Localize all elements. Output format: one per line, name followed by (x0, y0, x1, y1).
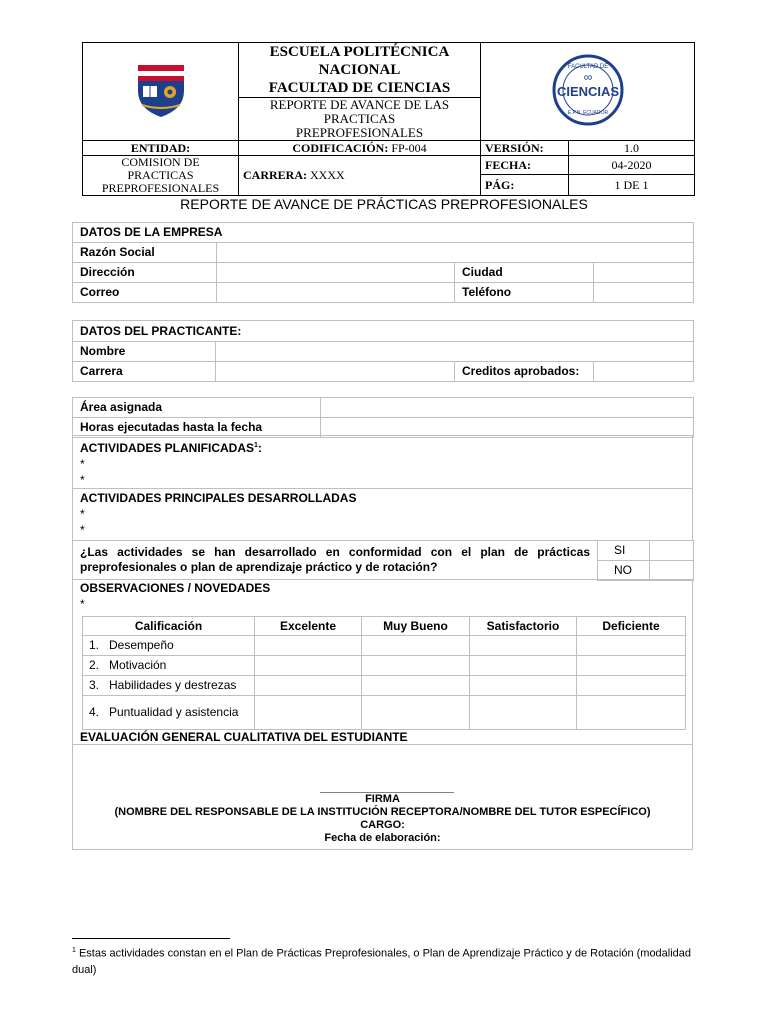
rating-cell[interactable] (577, 656, 686, 676)
signature-firma: FIRMA (365, 793, 400, 805)
rating-cell[interactable] (255, 676, 362, 696)
institution-name: ESCUELA POLITÉCNICA NACIONAL (269, 44, 450, 78)
version-value: 1.0 (569, 141, 695, 156)
report-title-cell (239, 98, 481, 141)
date-label: FECHA: (481, 156, 569, 175)
ciencias-logo-top-text: FACULTAD DE (567, 64, 608, 70)
report-title-line2: PREPROFESIONALES (295, 125, 424, 140)
general-evaluation-field[interactable] (80, 748, 685, 788)
footnote-ref: 1 (254, 442, 258, 449)
epn-logo-cell (83, 43, 239, 141)
page-value: 1 DE 1 (569, 175, 695, 196)
bullet-star: * (80, 523, 85, 537)
table-row (83, 696, 686, 730)
row-label: Desempeño (109, 638, 174, 652)
career-cell (239, 156, 481, 196)
row-number: 2. (89, 658, 100, 672)
no-label: NO (598, 561, 650, 581)
signature-responsable: (NOMBRE DEL RESPONSABLE DE LA INSTITUCIÓN RECEPTORA/NOMBRE DEL TUTOR ESPECÍFICO) (114, 806, 651, 818)
planned-activities-colon: : (257, 441, 262, 455)
main-activities-title: ACTIVIDADES PRINCIPALES DESARROLLADAS (80, 491, 357, 505)
yes-no-table (597, 540, 694, 581)
rating-cell[interactable] (470, 696, 577, 730)
page-label: PÁG: (481, 175, 569, 196)
entity-value-line2: PRACTICAS (127, 168, 194, 182)
report-title-line1: REPORTE DE AVANCE DE LAS PRACTICAS (269, 97, 450, 126)
signature-fecha: Fecha de elaboración: (324, 832, 441, 844)
signature-cargo: CARGO: (360, 819, 405, 831)
eval-header-excelente: Excelente (255, 617, 362, 636)
row-label: Habilidades y destrezas (109, 678, 237, 692)
row-number: 4. (89, 705, 100, 719)
eval-header-deficiente: Deficiente (577, 617, 686, 636)
company-table (72, 222, 694, 303)
entity-value (83, 156, 239, 196)
epn-shield-logo (134, 61, 188, 119)
telefono-field[interactable] (594, 283, 694, 303)
razon-social-label: Razón Social (73, 243, 217, 263)
area-label: Área asignada (73, 398, 321, 418)
version-label: VERSIÓN: (481, 141, 569, 156)
nombre-label: Nombre (73, 342, 216, 362)
intern-table (72, 320, 694, 382)
entity-value-line1: COMISION DE (121, 155, 200, 169)
telefono-label: Teléfono (455, 283, 594, 303)
evaluation-table (82, 616, 686, 730)
intern-section-title: DATOS DEL PRACTICANTE: (73, 321, 694, 342)
faculty-name: FACULTAD DE CIENCIAS (268, 80, 451, 96)
table-row (83, 676, 686, 696)
creditos-field[interactable] (594, 362, 694, 382)
planned-activities-box[interactable] (72, 435, 693, 489)
direccion-label: Dirección (73, 263, 217, 283)
footnote-mark: 1 (72, 947, 76, 954)
planned-activities-title (80, 438, 685, 456)
razon-social-field[interactable] (217, 243, 694, 263)
conformity-question: ¿Las actividades se han desarrollado en conformidad con el plan de prácticas preprofesionales o plan de aprendizaje práctico y de rotación? (72, 540, 598, 580)
bullet-star: * (80, 457, 85, 471)
correo-label: Correo (73, 283, 217, 303)
rating-cell[interactable] (362, 636, 470, 656)
ciudad-label: Ciudad (455, 263, 594, 283)
table-row (83, 656, 686, 676)
rating-cell[interactable] (577, 696, 686, 730)
rating-cell[interactable] (255, 696, 362, 730)
rating-cell[interactable] (577, 676, 686, 696)
infinity-icon: ∞ (583, 70, 592, 84)
table-row (83, 636, 686, 656)
divider (72, 744, 693, 745)
row-number: 1. (89, 638, 100, 652)
nombre-field[interactable] (216, 342, 694, 362)
career-label: CARRERA: (243, 168, 307, 182)
footnote-separator (72, 938, 230, 939)
page-title: REPORTE DE AVANCE DE PRÁCTICAS PREPROFESIONALES (180, 196, 588, 212)
rating-cell[interactable] (255, 636, 362, 656)
footnote (72, 943, 702, 978)
no-checkbox[interactable] (650, 561, 694, 581)
si-checkbox[interactable] (650, 541, 694, 561)
rating-cell[interactable] (362, 656, 470, 676)
row-number: 3. (89, 678, 100, 692)
career-value: XXXX (310, 168, 345, 182)
correo-field[interactable] (217, 283, 455, 303)
rating-cell[interactable] (470, 656, 577, 676)
planned-activities-label: ACTIVIDADES PLANIFICADAS (80, 441, 255, 455)
date-value: 04-2020 (569, 156, 695, 175)
carrera-label: Carrera (73, 362, 216, 382)
horas-label: Horas ejecutadas hasta la fecha (73, 418, 321, 438)
eval-header-calificacion: Calificación (83, 617, 255, 636)
bullet-star: * (80, 597, 85, 611)
general-evaluation-title: EVALUACIÓN GENERAL CUALITATIVA DEL ESTUDIANTE (80, 730, 408, 744)
row-label: Motivación (109, 658, 167, 672)
bullet-star: * (80, 473, 85, 487)
main-activities-box[interactable] (72, 488, 693, 541)
rating-cell[interactable] (255, 656, 362, 676)
institution-title-cell (239, 43, 481, 98)
entity-value-line3: PREPROFESIONALES (101, 181, 220, 195)
code-value: FP-004 (391, 140, 427, 155)
document-header (82, 42, 695, 196)
signature-block (72, 793, 693, 845)
si-label: SI (598, 541, 650, 561)
assignment-table (72, 397, 694, 438)
rating-cell[interactable] (470, 676, 577, 696)
creditos-label: Creditos aprobados: (455, 362, 594, 382)
rating-cell[interactable] (362, 676, 470, 696)
footnote-text: Estas actividades constan en el Plan de Prácticas Preprofesionales, o Plan de Aprendizaje Práctico y de Rotación (modalidad dual) (72, 947, 692, 976)
observations-field[interactable] (250, 599, 610, 613)
bullet-star: * (80, 507, 85, 521)
rating-cell[interactable] (362, 696, 470, 730)
observations-title: OBSERVACIONES / NOVEDADES (80, 581, 271, 595)
rating-cell[interactable] (577, 636, 686, 656)
ciudad-field[interactable] (594, 263, 694, 283)
carrera-field[interactable] (216, 362, 455, 382)
eval-header-muy-bueno: Muy Bueno (362, 617, 470, 636)
ciencias-logo-cell (481, 43, 695, 141)
code-label: CODIFICACIÓN: (292, 140, 389, 155)
eval-header-satisfactorio: Satisfactorio (470, 617, 577, 636)
entity-label: ENTIDAD: (83, 141, 239, 156)
ciencias-logo (548, 54, 628, 126)
row-label: Puntualidad y asistencia (109, 705, 239, 719)
company-section-title: DATOS DE LA EMPRESA (73, 223, 694, 243)
area-field[interactable] (321, 398, 694, 418)
ciencias-logo-bottom-text: E.P.N. ECUADOR (567, 110, 608, 116)
direccion-field[interactable] (217, 263, 455, 283)
ciencias-logo-main-text: CIENCIAS (556, 84, 619, 99)
rating-cell[interactable] (470, 636, 577, 656)
